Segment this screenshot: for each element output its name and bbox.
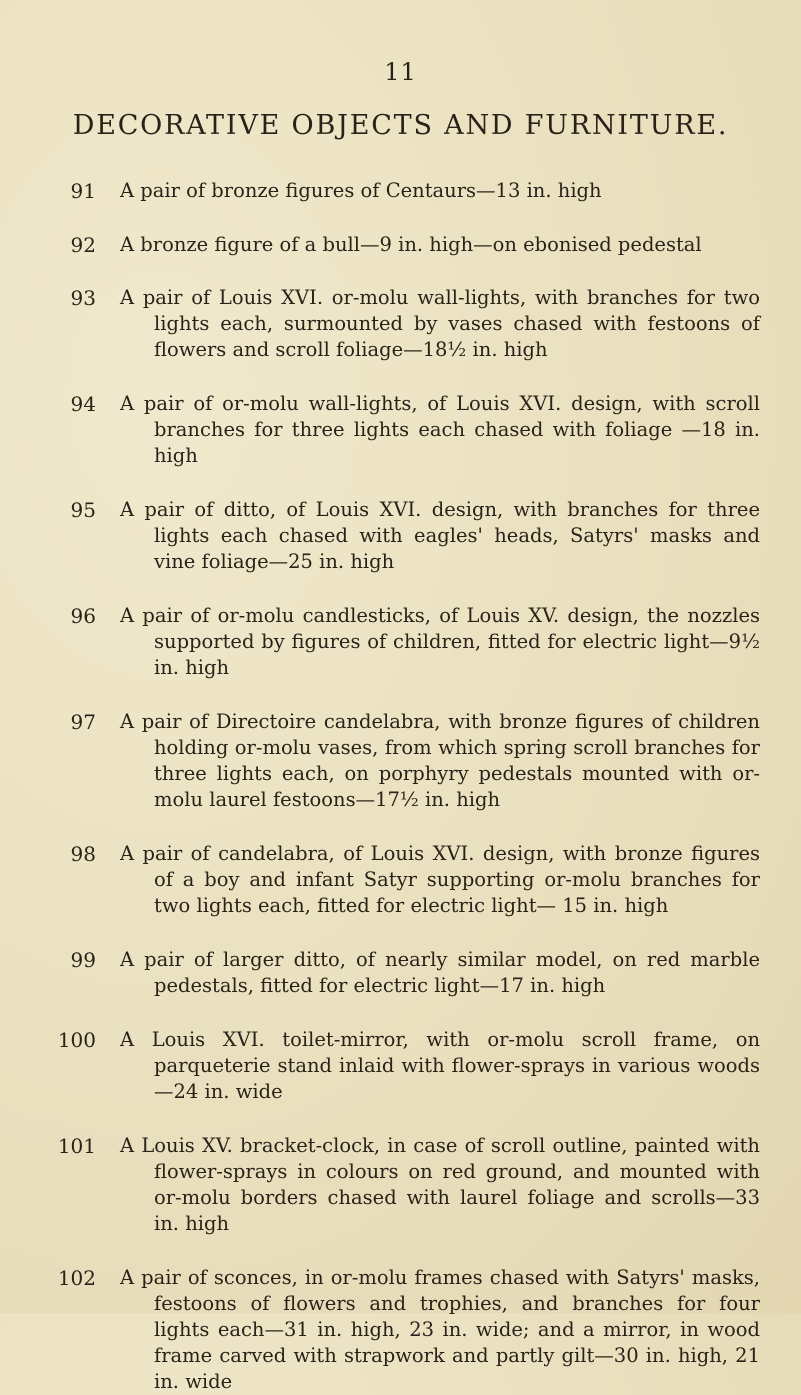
lot-number: 97 xyxy=(70,710,96,734)
lot-number: 91 xyxy=(70,179,96,203)
lot-entry xyxy=(0,709,801,813)
lot-number: 92 xyxy=(70,233,96,257)
lot-entry xyxy=(0,285,801,363)
lot-number: 102 xyxy=(57,1266,96,1290)
lot-entry xyxy=(0,841,801,919)
lot-entry xyxy=(0,391,801,469)
lot-entry xyxy=(0,232,801,258)
lot-entry xyxy=(0,497,801,575)
lot-entry xyxy=(0,1265,801,1395)
lot-description: A pair of bronze figures of Centaurs—13 in. high xyxy=(120,179,602,202)
lot-description: A pair of Louis XVI. or-molu wall-lights, with branches for two lights each, surmounted by vases chased with festoons of flowers and scroll foliage—18½ in. high xyxy=(120,286,760,361)
lot-number: 95 xyxy=(70,498,96,522)
lot-number: 98 xyxy=(70,842,96,866)
section-heading: DECORATIVE OBJECTS AND FURNITURE. xyxy=(72,110,729,141)
lot-entry xyxy=(0,178,801,204)
lot-entry xyxy=(0,1027,801,1105)
lot-number: 93 xyxy=(70,286,96,310)
lot-description: A pair of ditto, of Louis XVI. design, with branches for three lights each chased with eagles' heads, Satyrs' masks and vine foliage—25 in. high xyxy=(120,498,760,573)
page-number: 11 xyxy=(384,58,417,86)
lot-description: A Louis XVI. toilet-mirror, with or-molu scroll frame, on parqueterie stand inlaid with flower-sprays in various woods—24 in. wide xyxy=(120,1028,760,1103)
lot-entry xyxy=(0,603,801,681)
lot-number: 96 xyxy=(70,604,96,628)
lot-description: A pair of candelabra, of Louis XVI. design, with bronze figures of a boy and infant Satyr supporting or-molu branches for two lights each, fitted for electric light— 15 in. high xyxy=(120,842,760,917)
lot-description: A pair of Directoire candelabra, with bronze figures of children holding or-molu vases, from which spring scroll branches for three lights each, on porphyry pedestals mounted with or-molu laurel festoons—17½ in. high xyxy=(120,710,760,811)
lot-description: A bronze figure of a bull—9 in. high—on ebonised pedestal xyxy=(120,233,702,256)
lot-description: A pair of or-molu wall-lights, of Louis XVI. design, with scroll branches for three lights each chased with foliage —18 in. high xyxy=(120,392,760,467)
lot-entry xyxy=(0,1133,801,1237)
lot-list xyxy=(0,178,801,1395)
lot-number: 99 xyxy=(70,948,96,972)
lot-description: A pair of or-molu candlesticks, of Louis XV. design, the nozzles supported by figures of children, fitted for electric light—9½ in. high xyxy=(120,604,760,679)
lot-description: A pair of larger ditto, of nearly similar model, on red marble pedestals, fitted for electric light—17 in. high xyxy=(120,948,760,997)
lot-number: 100 xyxy=(57,1028,96,1052)
lot-number: 94 xyxy=(70,392,96,416)
lot-description: A Louis XV. bracket-clock, in case of scroll outline, painted with flower-sprays in colours on red ground, and mounted with or-molu borders chased with laurel foliage and scrolls—33 in. high xyxy=(120,1134,760,1235)
lot-entry xyxy=(0,947,801,999)
lot-number: 101 xyxy=(57,1134,96,1158)
lot-description: A pair of sconces, in or-molu frames chased with Satyrs' masks, festoons of flowers and trophies, and branches for four lights each—31 in. high, 23 in. wide; and a mirror, in wood frame carved with strapwork and partly gilt—30 in. high, 21 in. wide xyxy=(120,1266,760,1393)
